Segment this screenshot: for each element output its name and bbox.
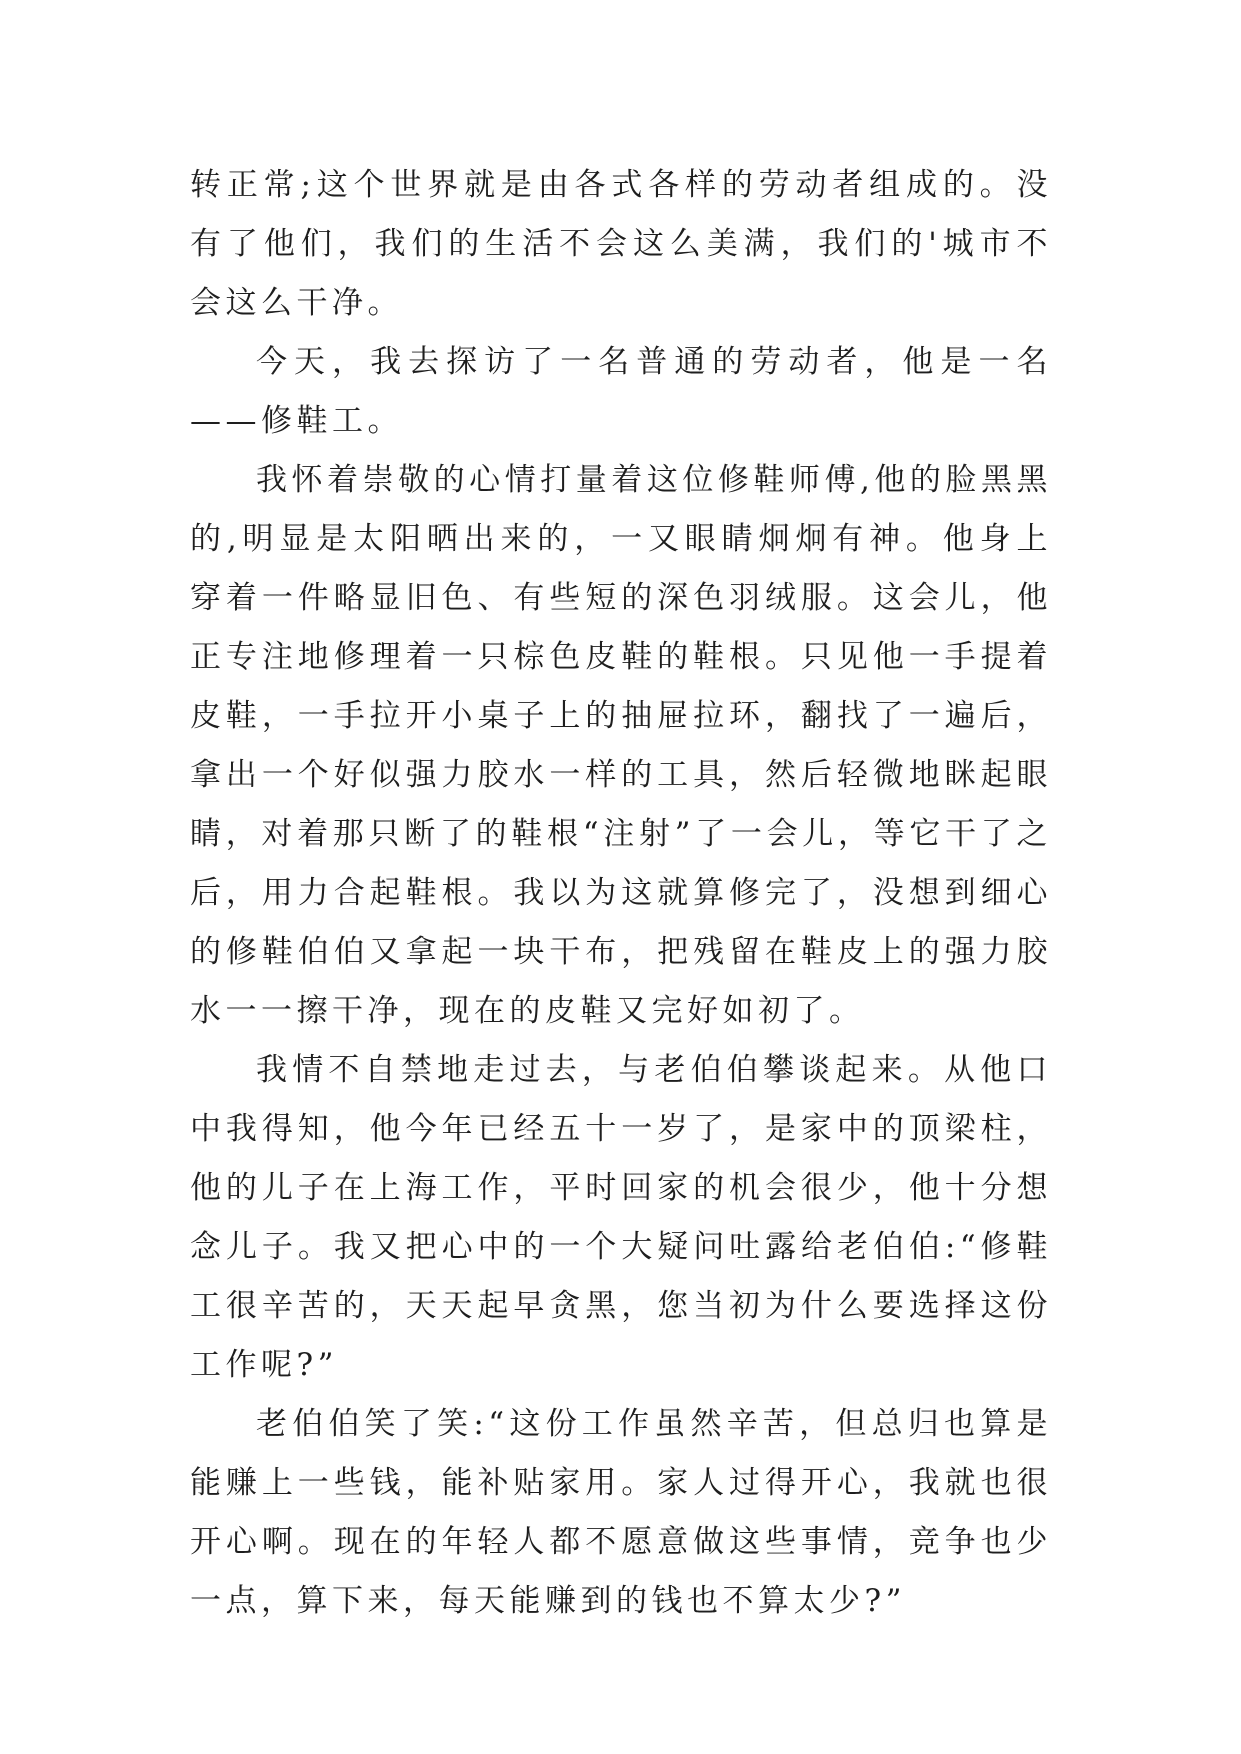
paragraph-2: 今天，我去探访了一名普通的劳动者，他是一名——修鞋工。 [190, 344, 1052, 439]
paragraph-4: 我情不自禁地走过去，与老伯伯攀谈起来。从他口中我得知，他今年已经五十一岁了，是家中的顶梁柱，他的儿子在上海工作，平时回家的机会很少，他十分想念儿子。我又把心中的一个大疑问吐露给老伯伯:“修鞋工很辛苦的，天天起早贪黑，您当初为什么要选择这份工作呢?” [190, 1052, 1052, 1383]
paragraph-1: 转正常;这个世界就是由各式各样的劳动者组成的。没有了他们，我们的生活不会这么美满，我们的'城市不会这么干净。 [190, 167, 1052, 321]
document-body [190, 156, 1052, 1631]
paragraph-3: 我怀着崇敬的心情打量着这位修鞋师傅,他的脸黑黑的,明显是太阳晒出来的，一又眼睛炯炯有神。他身上穿着一件略显旧色、有些短的深色羽绒服。这会儿，他正专注地修理着一只棕色皮鞋的鞋根。只见他一手提着皮鞋，一手拉开小桌子上的抽屉拉环，翻找了一遍后，拿出一个好似强力胶水一样的工具，然后轻微地眯起眼睛，对着那只断了的鞋根“注射”了一会儿，等它干了之后，用力合起鞋根。我以为这就算修完了，没想到细心的修鞋伯伯又拿起一块干布，把残留在鞋皮上的强力胶水一一擦干净，现在的皮鞋又完好如初了。 [190, 462, 1052, 1029]
paragraph-5: 老伯伯笑了笑:“这份工作虽然辛苦，但总归也算是能赚上一些钱，能补贴家用。家人过得开心，我就也很开心啊。现在的年轻人都不愿意做这些事情，竞争也少一点，算下来，每天能赚到的钱也不算太少?” [190, 1406, 1052, 1619]
